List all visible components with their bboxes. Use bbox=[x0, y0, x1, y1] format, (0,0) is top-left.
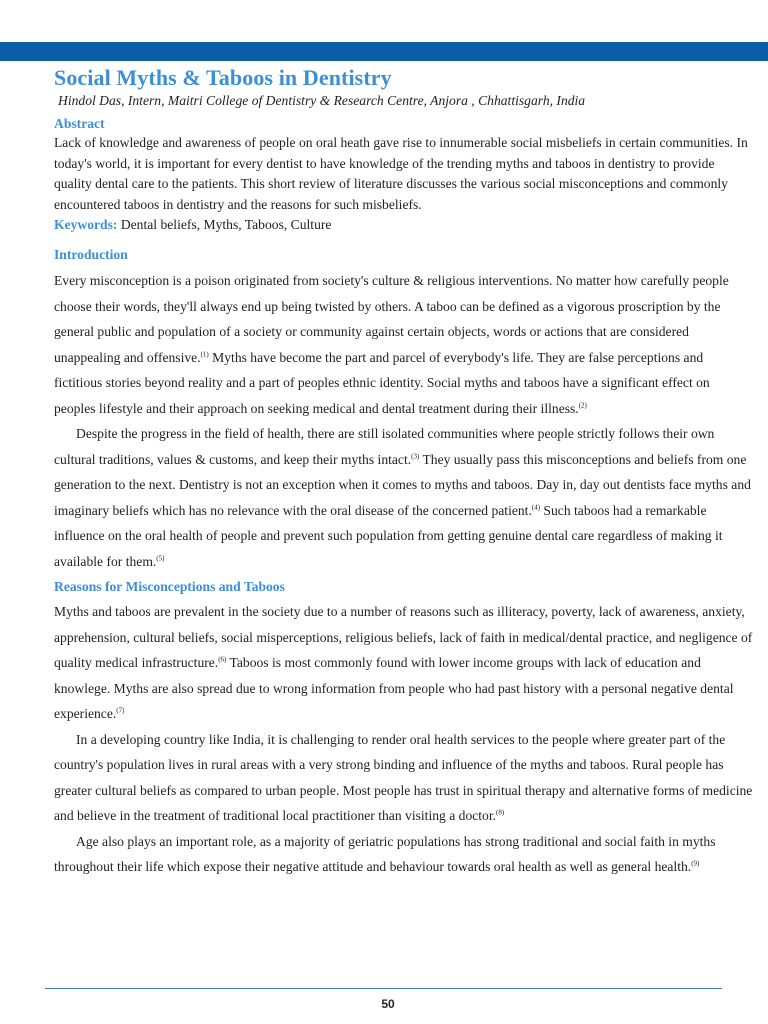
abstract-text: Lack of knowledge and awareness of people on oral heath gave rise to innumerable social misbeliefs in certain communities. In today's world, it is important for every dentist to have knowledge of the trending myths and taboos in dentistry to provide quality dental care to the patients. This short review of literature discusses the various social misconceptions and commonly encountered taboos in dentistry and the reasons for such misbeliefs. bbox=[54, 135, 748, 212]
reasons-p2-text-a: In a developing country like India, it is challenging to render oral health services to the people where greater part of the country's population lives in rural areas with a very strong binding and influence of the myths and taboos. Rural people has greater cultural beliefs as compared to urban people. Most people has trust in spiritual therapy and alternative forms of medicine and believe in the treatment of traditional local practitioner than visiting a doctor. bbox=[54, 731, 753, 823]
keywords-label: Keywords: bbox=[54, 217, 118, 232]
article-body bbox=[54, 64, 754, 880]
reasons-p1-text-a: Myths and taboos are prevalent in the society due to a number of reasons such as illiteracy, poverty, lack of awareness, anxiety, apprehension, cultural beliefs, social misperceptions, religious beliefs, lack of faith in medical/dental practice, and negligence of quality medical infrastructure. bbox=[54, 604, 753, 670]
citation-6: (6) bbox=[218, 655, 227, 664]
abstract-heading: Abstract bbox=[54, 116, 105, 131]
reasons-paragraph-3 bbox=[54, 829, 754, 880]
citation-9: (9) bbox=[691, 859, 700, 868]
page-number: 50 bbox=[381, 997, 395, 1011]
intro-p2-text-c: Such taboos had a remarkable influence on the oral health of people and prevent such population from getting genuine dental care regardless of making it available for them. bbox=[54, 502, 723, 569]
intro-p2-text-b: They usually pass this misconceptions and beliefs from one generation to the next. Dentistry is not an exception when it comes to myths and taboos. Day in, day out dentists face myths and imaginary beliefs which has no relevance with the oral disease of the concerned patient. bbox=[54, 451, 751, 518]
reasons-paragraph-1 bbox=[54, 599, 754, 727]
citation-1: (1) bbox=[200, 349, 209, 358]
introduction-paragraph-2 bbox=[54, 421, 754, 574]
citation-3: (3) bbox=[411, 451, 420, 460]
introduction-heading: Introduction bbox=[54, 247, 128, 262]
reasons-heading: Reasons for Misconceptions and Taboos bbox=[54, 579, 285, 594]
citation-8: (8) bbox=[496, 808, 505, 817]
citation-7: (7) bbox=[116, 706, 125, 715]
header-banner bbox=[0, 42, 768, 61]
citation-5: (5) bbox=[156, 553, 165, 562]
intro-p2-text-a: Despite the progress in the field of health, there are still isolated communities where people strictly follows their own cultural traditions, values & customs, and keep their myths intact. bbox=[54, 426, 715, 467]
intro-p1-text-a: Every misconception is a poison originated from society's culture & religious interventions. No matter how carefully people choose their words, they'll always end up being twisted by others. A taboo can be defined as a vigorous proscription by the general public and population of a society or community against certain objects, words or actions that are considered unappealing and offensive. bbox=[54, 273, 729, 365]
reasons-p3-text-a: Age also plays an important role, as a majority of geriatric populations has strong traditional and social faith in myths throughout their life which expose their negative attitude and behaviour towards oral health as well as general health. bbox=[54, 833, 716, 874]
reasons-paragraph-2 bbox=[54, 727, 754, 829]
article-title: Social Myths & Taboos in Dentistry bbox=[54, 65, 392, 90]
author-line: Hindol Das, Intern, Maitri College of Dentistry & Research Centre, Anjora , Chhattisgarh, India bbox=[58, 93, 586, 108]
keywords-line bbox=[54, 215, 754, 235]
reasons-p1-text-b: Taboos is most commonly found with lower income groups with lack of education and knowlege. Myths are also spread due to wrong information from people who had past history with a personal negative dental experience. bbox=[54, 655, 734, 721]
citation-4: (4) bbox=[531, 502, 541, 511]
introduction-paragraph-1 bbox=[54, 268, 754, 421]
citation-2: (2) bbox=[578, 400, 587, 409]
footer-divider bbox=[45, 988, 722, 989]
intro-p1-text-b: Myths have become the part and parcel of everybody's life. They are false perceptions and fictitious stories beyond reality and a part of peoples ethnic identity. Social myths and taboos have a significant effect on peoples lifestyle and their approach on seeking medical and dental treatment during their illness. bbox=[54, 349, 710, 416]
keywords-list: Dental beliefs, Myths, Taboos, Culture bbox=[117, 217, 332, 232]
